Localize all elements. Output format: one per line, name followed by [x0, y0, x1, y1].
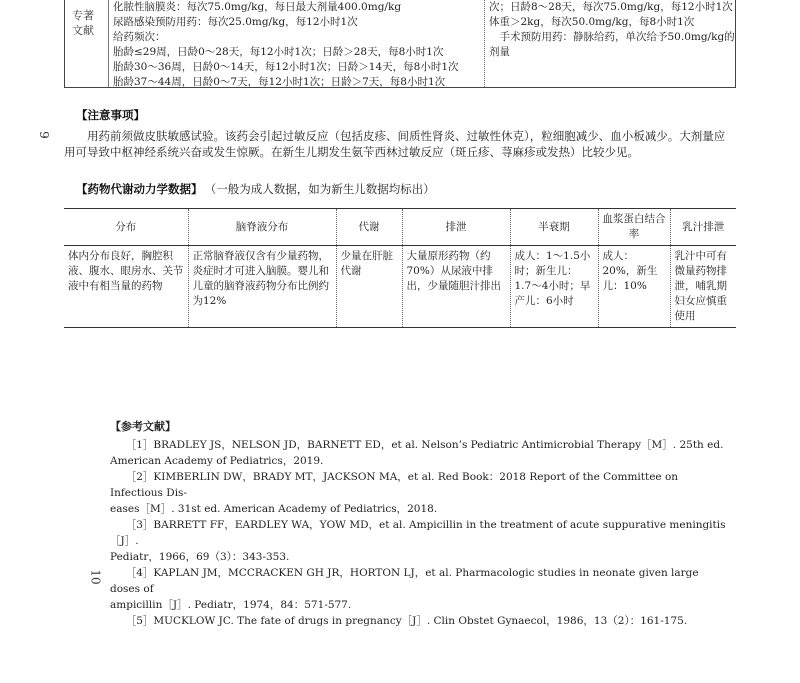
header-protein-binding: 血浆蛋白结合率 [598, 209, 670, 246]
cell-protein-binding: 成人：20%，新生儿：10% [598, 246, 670, 328]
cell-distribution: 体内分布良好，胸腔积液、腹水、眼房水、关节液中有相当量的药物 [64, 246, 188, 328]
references-heading: 【参考文献】 [110, 420, 176, 433]
cell-excretion: 大量原形药物（约70%）从尿液中排出，少量随胆汁排出 [402, 246, 510, 328]
dosage-left-column: 化脓性脑膜炎：每次75.0mg/kg，每日最大剂量400.0mg/kg 尿路感染预防用药：每次25.0mg/kg，每12小时1次 给药频次： 胎龄≤29周，日龄0～28天，每12小时1次；日龄＞28天，每8小时1次 胎龄30～36周，日龄0～14天，每12小时1次；日龄＞14天，每8小时1次 胎龄37～44周，日龄0～7天，每12小时1次；日龄＞7天，每8小时1次 [113, 1, 459, 88]
row-label-monograph: 专著 文献 [72, 9, 94, 37]
cell-half-life: 成人：1～1.5小时；新生儿：1.7～4小时；早产儿：6小时 [510, 246, 598, 328]
pk-table [64, 208, 736, 328]
pk-heading: 【药物代谢动力学数据】 [76, 182, 203, 196]
reference-item: ［3］BARRETT FF，EARDLEY WA，YOW MD，et al. Ampicillin in the treatment of acute suppurative meningitis［J］. [110, 519, 726, 547]
cell-csf: 正常脑脊液仅含有少量药物，炎症时才可进入脑膜。婴儿和儿童的脑脊液药物分布比例约为12% [188, 246, 336, 328]
cell-milk: 乳汁中可有微量药物排泄，哺乳期妇女应慎重使用 [670, 246, 736, 328]
dosage-right-column: 次；日龄8～28天，每次75.0mg/kg，每12小时1次 体重＞2kg，每次50.0mg/kg，每8小时1次 手术预防用药：静脉给药，单次给予50.0mg/kg的 剂量 [489, 1, 735, 58]
reference-item-cont: ampicillin［J］. Pediatr，1974，84：571-577. [110, 599, 352, 611]
reference-item: ［4］KAPLAN JM，MCCRACKEN GH JR，HORTON LJ，et al. Pharmacologic studies in neonate given large doses of [110, 567, 699, 595]
header-csf: 脑脊液分布 [188, 209, 336, 246]
reference-item: ［2］KIMBERLIN DW，BRADY MT，JACKSON MA，et al. Red Book：2018 Report of the Committee on Infectious Dis- [110, 471, 679, 499]
reference-item: ［1］BRADLEY JS，NELSON JD，BARNETT ED，et al. Nelson’s Pediatric Antimicrobial Therapy［M］. 25th ed. [125, 439, 724, 451]
header-milk: 乳汁排泄 [670, 209, 736, 246]
header-distribution: 分布 [64, 209, 188, 246]
reference-item-cont: American Academy of Pediatrics，2019. [110, 455, 324, 467]
header-excretion: 排泄 [402, 209, 510, 246]
reference-item-cont: Pediatr，1966，69（3）：343-353. [110, 551, 290, 563]
header-half-life: 半衰期 [510, 209, 598, 246]
reference-item: ［5］MUCKLOW JC. The fate of drugs in pregnancy［J］. Clin Obstet Gynaecol，1986，13（2）：161-175. [125, 615, 688, 627]
reference-item-cont: eases［M］. 31st ed. American Academy of Pediatrics，2018. [110, 503, 438, 515]
references [110, 419, 730, 629]
cell-metabolism: 少量在肝脏代谢 [336, 246, 402, 328]
pk-heading-line [76, 181, 435, 197]
table-row [64, 246, 736, 328]
table-header-row [64, 209, 736, 246]
table-divider [108, 0, 109, 87]
precautions-text: 用药前须做皮肤敏感试验。该药会引起过敏反应（包括皮疹、间质性肾炎、过敏性休克），粒细胞减少、血小板减少。大剂量应用可导致中枢神经系统兴奋或发生惊厥。在新生儿期发生氨苄西林过敏反应（斑丘疹、荨麻疹或发热）比较少见。 [64, 129, 726, 159]
precautions-heading: 【注意事项】 [76, 108, 145, 122]
table-divider [484, 0, 485, 87]
header-metabolism: 代谢 [336, 209, 402, 246]
pk-note: （一般为成人数据，如为新生儿数据均标出） [210, 182, 435, 196]
page-number: 10 [88, 569, 103, 585]
page-number: 9 [36, 131, 51, 139]
